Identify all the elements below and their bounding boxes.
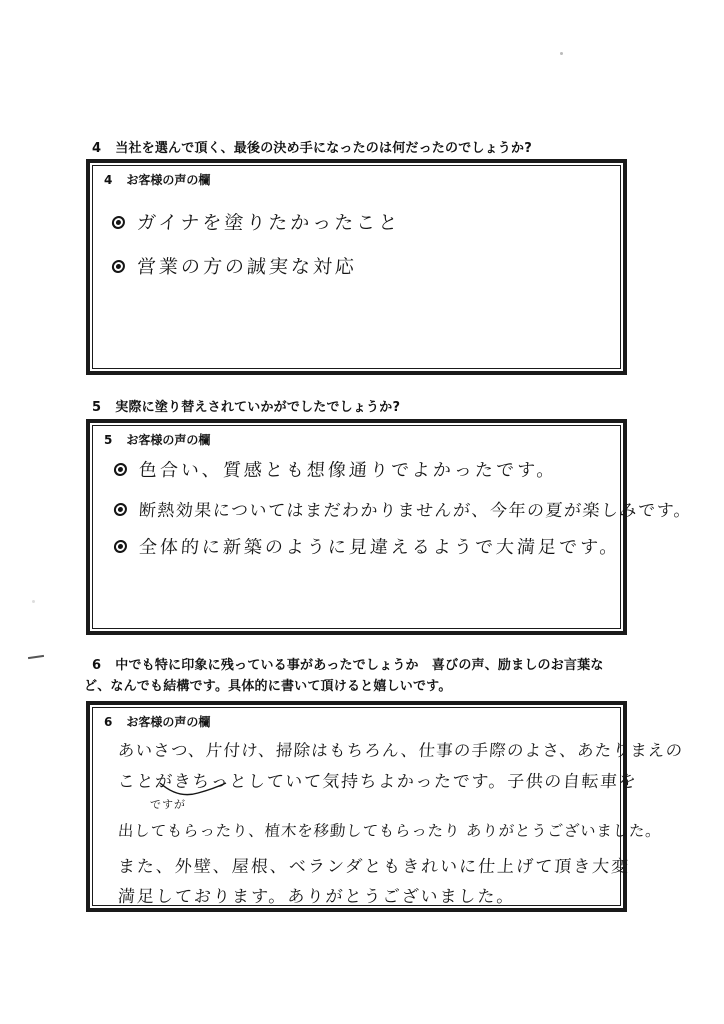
box-label-text: お客様の声の欄 xyxy=(126,715,211,729)
bullet-icon xyxy=(112,260,126,273)
box-label xyxy=(104,431,210,448)
question-6-cont xyxy=(84,677,684,697)
answer-line: あいさつ、片付け、掃除はもちろん、仕事の手際のよさ、あたりまえの xyxy=(117,741,684,760)
answer-line: 色合い、質感とも想像通りでよかったです。 xyxy=(113,456,558,482)
margin-mark xyxy=(28,655,44,659)
question-text: 実際に塗り替えされていかがでしたでしょうか? xyxy=(115,400,401,415)
question-number: 4 xyxy=(92,141,102,156)
answer-box-5 xyxy=(86,419,627,635)
box-label-number: 5 xyxy=(104,433,113,447)
box-label-number: 4 xyxy=(104,173,113,187)
bullet-icon xyxy=(113,503,127,516)
bullet-icon xyxy=(114,540,128,553)
question-number: 6 xyxy=(92,658,102,673)
question-5 xyxy=(92,398,692,418)
answer-line: 出してもらったり、植木を移動してもらったり ありがとうございました。 xyxy=(117,822,663,840)
question-4 xyxy=(92,139,692,159)
box-label-text: お客様の声の欄 xyxy=(126,173,211,187)
question-6 xyxy=(92,656,692,676)
answer-line: ことがきちっとしていて気持ちよかったです。子供の自転車を xyxy=(117,772,638,792)
box-label xyxy=(104,713,210,730)
speck xyxy=(32,600,35,603)
answer-line: ガイナを塗りたかったこと xyxy=(111,208,401,235)
box-label-number: 6 xyxy=(104,715,113,729)
answer-line: 営業の方の誠実な対応 xyxy=(111,252,358,279)
question-text-line1: 中でも特に印象に残っている事があったでしょうか 喜びの声、励ましのお言葉な xyxy=(115,658,604,673)
bullet-icon xyxy=(112,216,126,229)
answer-line: 断熱効果についてはまだわかりませんが、今年の夏が楽しみです。 xyxy=(113,496,693,521)
speck xyxy=(560,52,563,55)
question-text: 当社を選んで頂く、最後の決め手になったのは何だったのでしょうか? xyxy=(115,141,532,156)
answer-line: また、外壁、屋根、ベランダともきれいに仕上げて頂き大変 xyxy=(117,857,631,877)
box-label xyxy=(104,171,210,188)
question-text-line2: ど、なんでも結構です。具体的に書いて頂けると嬉しいです。 xyxy=(84,679,452,694)
answer-line: 全体的に新築のように見違えるようで大満足です。 xyxy=(113,533,621,559)
box-label-text: お客様の声の欄 xyxy=(126,433,211,447)
answer-line: 満足しております。ありがとうございました。 xyxy=(117,887,517,907)
inserted-annotation: ですが xyxy=(150,798,186,811)
question-number: 5 xyxy=(92,400,102,415)
bullet-icon xyxy=(114,463,128,476)
